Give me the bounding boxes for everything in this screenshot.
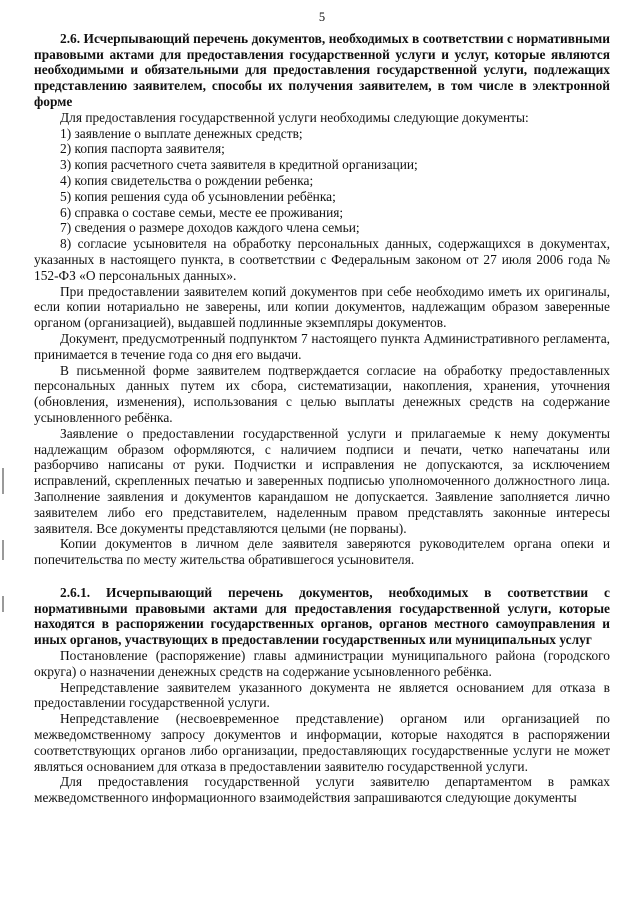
section-2-6-1-heading: 2.6.1. Исчерпывающий перечень документов, необходимых в соответствии с нормативными правовыми актами для предоставления государственной услуги, которые находятся в распоряжении государственных органов, органов местного самоуправления и иных органов, участвующих в предоставлении государственных или муниципальных услуг: [34, 584, 610, 648]
section-2-6-heading: 2.6. Исчерпывающий перечень документов, необходимых в соответствии с нормативными правовыми актами для предоставления государственной услуги и услуг, которые являются необходимыми и обязательными для предоставления государственной услуги, подлежащих представлению заявителем, способы их получения заявителем, в том числе в электронной форме: [34, 30, 610, 109]
page-number: 5: [318, 10, 326, 24]
section-spacer: [34, 568, 610, 585]
paragraph: Непредставление заявителем указанного документа не является основанием для отказа в предоставлении государственной услуги.: [34, 679, 610, 711]
document-list-item: 2) копия паспорта заявителя;: [60, 141, 225, 157]
document-list-item: 1) заявление о выплате денежных средств;: [60, 125, 303, 141]
document-list-item: 7) сведения о размере доходов каждого члена семьи;: [60, 220, 360, 236]
paragraph: Постановление (распоряжение) главы администрации муниципального района (городского округа) о назначении денежных средств на содержание усыновленного ребёнка.: [34, 648, 610, 679]
document-list-item: 6) справка о составе семьи, месте ее проживания;: [60, 204, 344, 220]
paragraph: Непредставление (несвоевременное представление) органом или организацией по межведомственному запросу документов и информации, которые находятся в распоряжении соответствующих органов либо организации, предоставляющих государственные услуги не может являться основанием для отказа в предоставлении заявителю государственной услуги.: [34, 711, 610, 774]
document-page: [34, 10, 610, 806]
paragraph: Копии документов в личном деле заявителя заверяются руководителем органа опеки и попечительства по месту жительства обратившегося усыновителя.: [34, 536, 610, 568]
paragraph: В письменной форме заявителем подтверждается согласие на обработку предоставленных персональных данных путем их сбора, систематизации, накопления, хранения, уточнения (обновления, изменения), использования с целью выплаты денежных средств на содержание усыновленного ребёнка.: [34, 362, 610, 425]
paragraph: Для предоставления государственной услуги заявителю департаментом в рамках межведомственного информационного взаимодействия запрашиваются следующие документы: [34, 774, 610, 806]
section-2-6-intro: Для предоставления государственной услуги необходимы следующие документы:: [60, 109, 529, 125]
paragraph: Заявление о предоставлении государственной услуги и прилагаемые к нему документы надлежащим образом оформляются, с наличием подписи и печати, четко напечатаны или разборчиво написаны от руки. Подчистки и исправления не допускаются, за исключением исправлений, скрепленных печатью и заверенных подписью уполномоченного должностного лица. Заполнение заявления и документов карандашом не допускается. Заявление заполняется лично заявителем либо его представителем, наделенным правом представлять законные интересы заявителя. Все документы представляются целыми (не порваны).: [34, 425, 610, 536]
document-list-item: 4) копия свидетельства о рождении ребенка;: [60, 172, 314, 188]
scan-edge-mark: [2, 468, 4, 494]
paragraph: Документ, предусмотренный подпунктом 7 настоящего пункта Административного регламента, принимается в течение года со дня его выдачи.: [34, 330, 610, 362]
document-list-item: 5) копия решения суда об усыновлении ребёнка;: [60, 188, 336, 204]
paragraph: При предоставлении заявителем копий документов при себе необходимо иметь их оригиналы, если копии нотариально не заверены, или копии документов, надлежащим образом заверенные органом (организацией), выдавшей подлинные экземпляры документов.: [34, 283, 610, 331]
document-list-item: 8) согласие усыновителя на обработку персональных данных, содержащихся в документах, указанных в настоящего пункта, в соответствии с Федеральным законом от 27 июля 2006 года № 152-ФЗ «О персональных данных».: [34, 236, 610, 283]
scan-edge-mark: [2, 540, 4, 560]
document-list-item: 3) копия расчетного счета заявителя в кредитной организации;: [60, 157, 418, 173]
scan-edge-mark: [2, 596, 4, 612]
